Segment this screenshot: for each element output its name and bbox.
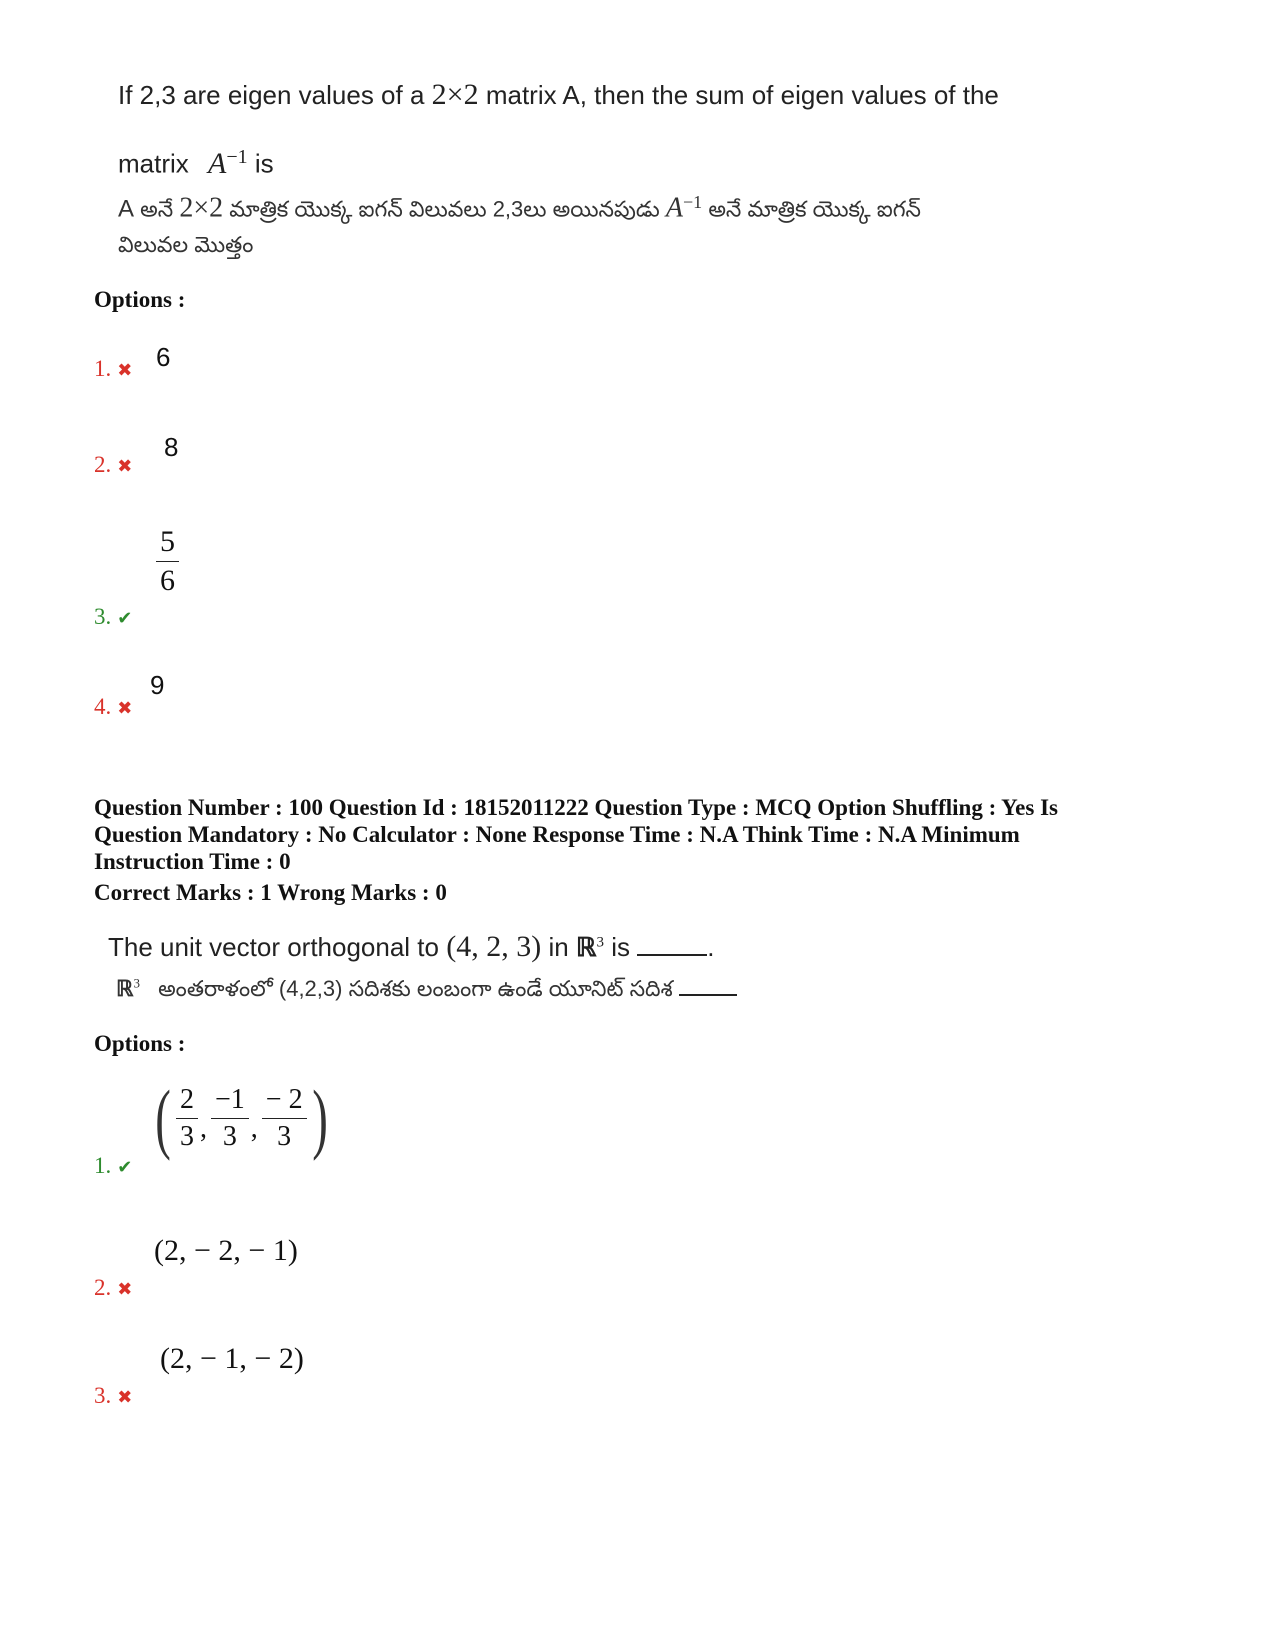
question-text: matrix [118, 148, 189, 179]
option-3-marker [94, 604, 132, 630]
option-1-marker [94, 1153, 132, 1179]
answer-blank [679, 972, 737, 996]
option-number: 2. [94, 1275, 112, 1300]
real-space-symbol: ℝ [575, 933, 597, 962]
fraction [176, 1085, 198, 1151]
metadata-line: Instruction Time : 0 [94, 849, 291, 874]
option-4-marker [94, 694, 132, 720]
fraction-bar [156, 561, 179, 562]
option-4-value: 9 [150, 670, 165, 700]
fraction-numerator: 2 [179, 1084, 194, 1116]
cross-icon: ✖ [117, 456, 133, 476]
question-text: . [707, 932, 715, 962]
cross-icon: ✖ [117, 698, 133, 718]
option-number: 1. [94, 1153, 112, 1178]
check-icon: ✔ [117, 1157, 133, 1177]
fraction-bar [176, 1118, 198, 1119]
telugu-text: అంతరాళంలో (4,2,3) సదిశకు లంబంగా ఉండే యూనిట్ సదిశ [158, 976, 673, 1001]
matrix-symbol: A [208, 146, 227, 180]
metadata-line: Question Mandatory : No Calculator : None Response Time : N.A Think Time : N.A Minimum [94, 822, 1020, 847]
matrix-size: 2×2 [431, 78, 479, 111]
metadata-line: Question Number : 100 Question Id : 18152011222 Question Type : MCQ Option Shuffling : Yes Is [94, 795, 1058, 820]
fraction [262, 1085, 307, 1151]
question-metadata [94, 794, 1058, 875]
space-exponent: 3 [596, 934, 605, 951]
fraction-numerator: −1 [214, 1084, 245, 1116]
matrix-exponent: −1 [683, 192, 703, 212]
check-icon: ✔ [117, 608, 133, 628]
fraction-numerator: − 2 [265, 1084, 303, 1116]
option-2-value: 8 [164, 432, 179, 462]
option-3-value [156, 526, 179, 596]
option-2-marker [94, 1275, 132, 1301]
question-telugu-line2: విలువల మొత్తం [118, 232, 254, 257]
question-text: The unit vector orthogonal to [108, 932, 439, 962]
option-number: 3. [94, 1383, 112, 1408]
answer-blank [637, 928, 707, 956]
option-number: 2. [94, 452, 112, 477]
comma: , [199, 1113, 207, 1144]
matrix-exponent: −1 [226, 146, 248, 168]
option-1-value: 6 [156, 342, 171, 372]
question-text: is [254, 148, 274, 179]
question-telugu-line1 [118, 192, 921, 227]
right-paren: ) [311, 1074, 328, 1161]
telugu-text: అనే మాత్రిక యొక్క ఐగన్ [708, 196, 921, 222]
option-number: 3. [94, 604, 112, 629]
cross-icon: ✖ [117, 360, 133, 380]
fraction-denominator: 3 [179, 1120, 194, 1152]
fraction [211, 1085, 249, 1151]
fraction-denominator: 6 [160, 563, 175, 597]
question-text: in [548, 932, 569, 962]
cross-icon: ✖ [117, 1387, 133, 1407]
option-1-marker [94, 356, 132, 382]
vector: (4, 2, 3) [446, 930, 542, 963]
marks-info: Correct Marks : 1 Wrong Marks : 0 [94, 880, 447, 905]
options-label: Options : [94, 1031, 186, 1056]
fraction-bar [211, 1118, 249, 1119]
telugu-text: అనే [140, 196, 174, 222]
fraction-numerator: 5 [160, 525, 175, 558]
option-3-value: (2, − 1, − 2) [160, 1342, 304, 1375]
option-2-value: (2, − 2, − 1) [154, 1234, 298, 1267]
cross-icon: ✖ [117, 1279, 133, 1299]
fraction-denominator: 3 [277, 1120, 292, 1152]
question-text: If 2,3 are eigen values of a [118, 80, 425, 110]
option-1-value [150, 1072, 333, 1164]
option-3-marker [94, 1383, 132, 1409]
question-text: matrix A, then the sum of eigen values of the [485, 80, 999, 110]
telugu-text: మాత్రిక యొక్క ఐగన్ విలువలు 2,3లు అయినపుడు [229, 196, 660, 222]
fraction-denominator: 3 [222, 1120, 237, 1152]
question-text-line1 [108, 928, 715, 964]
left-paren: ( [155, 1074, 171, 1161]
option-number: 4. [94, 694, 112, 719]
fraction [156, 526, 179, 596]
fraction-bar [262, 1118, 307, 1119]
question-text-line1 [118, 78, 999, 112]
matrix-symbol: A [665, 192, 684, 224]
matrix-size: 2×2 [179, 192, 224, 224]
option-number: 1. [94, 356, 112, 381]
question-text-line2 [118, 146, 274, 181]
real-space-symbol: ℝ [116, 976, 134, 1001]
space-exponent: 3 [133, 975, 140, 991]
option-2-marker [94, 452, 132, 478]
telugu-text: A [118, 195, 135, 223]
question-text: is [611, 932, 631, 962]
comma: , [250, 1113, 258, 1144]
options-label: Options : [94, 287, 186, 312]
question-telugu-line1 [116, 972, 737, 1007]
